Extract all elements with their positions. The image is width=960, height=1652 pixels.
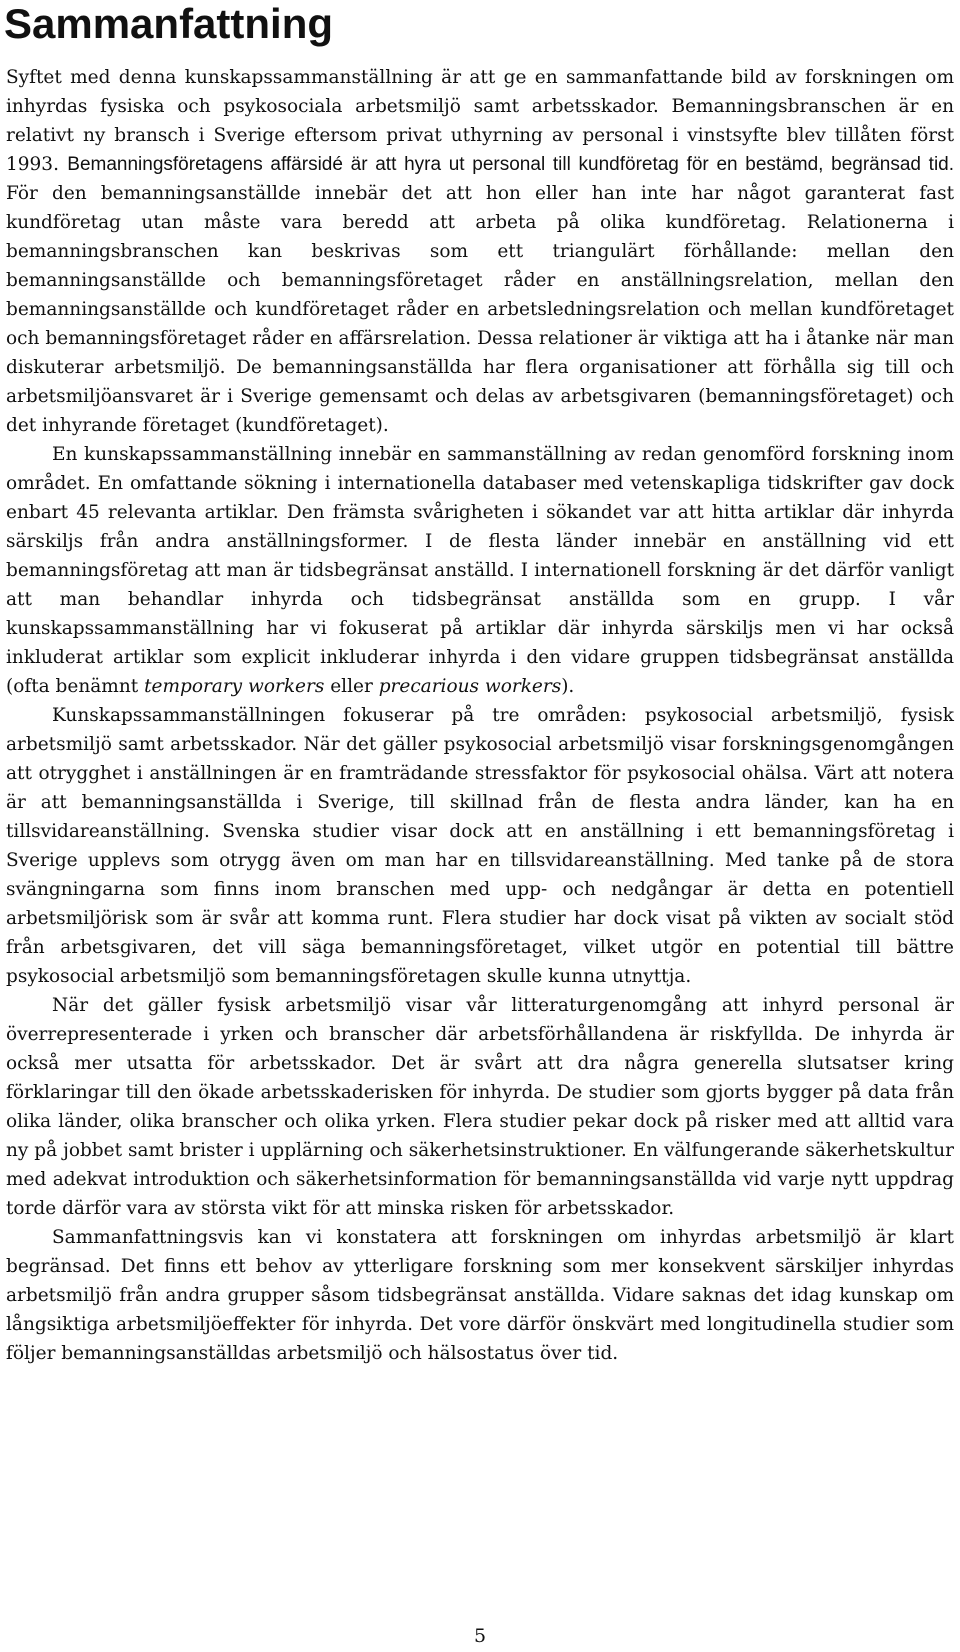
- intro-business-idea: Bemanningsföretagens affärsidé är att hyra ut personal till kundföretag för en bestämd, begränsad tid.: [67, 154, 955, 175]
- intro-text-end: För den bemanningsanställde innebär det att hon eller han inte har något garanterat fast kundföretag utan måste vara beredd att arbeta på olika kundföretag. Relationerna i bemanningsbranschen kan beskrivas som ett triangulärt förhållande: mellan den bemanningsanställde och bemanningsföretaget råder en anställningsrelation, mellan den bemanningsanställde och kundföretaget råder en arbetsledningsrelation och mellan kundföretaget och bemanningsföretaget råder en affärsrelation. Dessa relationer är viktiga att ha i åtanke när man diskuterar arbetsmiljö. De bemanningsanställda har flera organisationer att förhålla sig till och arbetsmiljöansvaret är i Sverige gemensamt och delas av arbetsgivaren (bemanningsföretaget) och det inhyrande företaget (kundföretaget).: [6, 183, 954, 436]
- page-number: 5: [473, 1625, 487, 1647]
- paragraph-psychosocial: Kunskapssammanställningen fokuserar på tre områden: psykosocial arbetsmiljö, fysisk arbetsmiljö samt arbetsskador. När det gäller psykosocial arbetsmiljö visar forskningsgenomgången att otrygghet i anställningen är en framträdande stressfaktor för psykosocial ohälsa. Värt att notera är att bemanningsanställda i Sverige, till skillnad från de flesta andra länder, kan ha en tillsvidareanställning. Svenska studier visar dock att en anställning i ett bemanningsföretag i Sverige upplevs som otrygg även om man har en tillsvidareanställning. Med tanke på de stora svängningarna som finns inom branschen med upp- och nedgångar är detta en potentiell arbetsmiljörisk som är svår att komma runt. Flera studier har dock visat på vikten av socialt stöd från arbetsgivaren, det vill säga bemanningsföretaget, vilket utgör en potential till bättre psykosocial arbetsmiljö som bemanningsföretagen skulle kunna utnyttja.: [6, 705, 954, 987]
- paragraph-method: [6, 440, 954, 701]
- term-precarious-workers: precarious workers: [378, 676, 562, 697]
- intro-text-start: Syftet med denna kunskapssammanställning är att ge en sammanfattande bild av forskningen om inhyrdas fysiska och psykosociala arbetsmiljö samt arbetsskador. Bemanningsbranschen är en relativt ny bransch i Sverige eftersom privat uthyrning av personal i vinstsyfte blev tillåten först 1993.: [6, 67, 954, 175]
- paragraph-conclusion: Sammanfattningsvis kan vi konstatera att forskningen om inhyrdas arbetsmiljö är klart begränsad. Det finns ett behov av ytterligare forskning som mer konsekvent särskiljer inhyrdas arbetsmiljö från andra grupper såsom tidsbegränsat anställda. Vidare saknas det idag kunskap om långsiktiga arbetsmiljöeffekter för inhyrda. Det vore därför önskvärt med longitudinella studier som följer bemanningsanställdas arbetsmiljö och hälsostatus över tid.: [6, 1227, 954, 1364]
- paragraph-intro: [6, 63, 954, 440]
- method-conjunction: eller: [324, 676, 379, 697]
- page-title: Sammanfattning: [4, 0, 334, 47]
- method-text: En kunskapssammanställning innebär en sammanställning av redan genomförd forskning inom området. En omfattande sökning i internationella databaser med vetenskapliga tidskrifter gav dock enbart 45 relevanta artiklar. Den främsta svårigheten i sökandet var att hitta artiklar där inhyrda särskiljs från andra anställningsformer. I de flesta länder innebär en anställning vid ett bemanningsföretag att man är tidsbegränsat anställd. I internationell forskning är det därför vanligt att man behandlar inhyrda och tidsbegränsat anställda som en grupp. I vår kunskapssammanställning har vi fokuserat på artiklar där inhyrda särskiljs men vi har också inkluderat artiklar som explicit inkluderar inhyrda i den vidare gruppen tidsbegränsat anställda (ofta benämnt: [6, 444, 954, 697]
- paragraph-physical: När det gäller fysisk arbetsmiljö visar vår litteraturgenomgång att inhyrd personal är överrepresenterade i yrken och branscher där arbetsförhållandena är riskfyllda. De inhyrda är också mer utsatta för arbetsskador. Det är svårt att dra några generella slutsatser kring förklaringar till den ökade arbetsskaderisken för inhyrda. De studier som gjorts bygger på data från olika länder, olika branscher och olika yrken. Flera studier pekar dock på risker med att alltid vara ny på jobbet samt brister i upplärning och säkerhetsinstruktioner. En välfungerande säkerhetskultur med adekvat introduktion och säkerhetsinformation för bemanningsanställda vid varje nytt uppdrag torde därför vara av största vikt för att minska risken för arbetsskador.: [6, 995, 954, 1219]
- method-end: ).: [561, 676, 575, 697]
- summary-body: [6, 63, 954, 1368]
- term-temporary-workers: temporary workers: [144, 676, 325, 697]
